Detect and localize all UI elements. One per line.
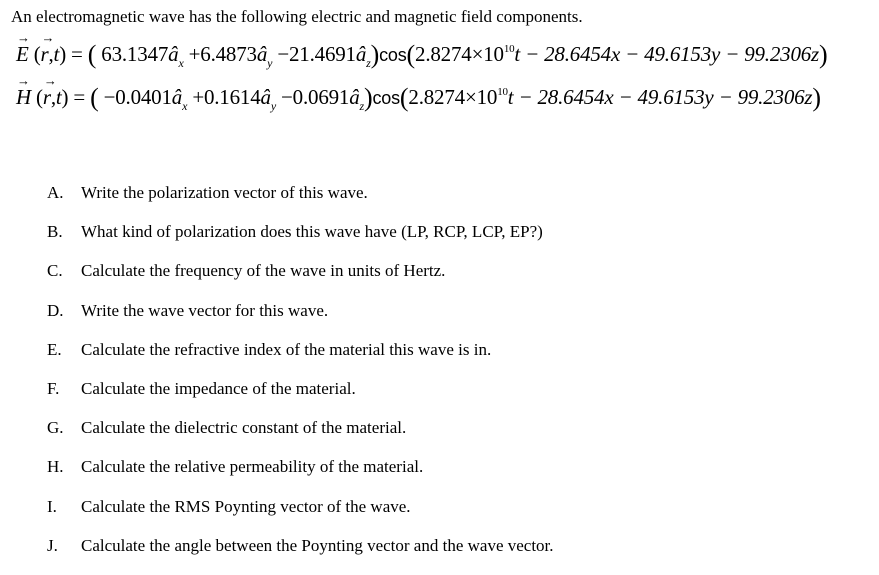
question-text: Write the wave vector for this wave. xyxy=(81,300,329,320)
problem-intro: An electromagnetic wave has the following electric and magnetic field components. xyxy=(11,7,583,26)
question-letter: D. xyxy=(47,300,64,320)
question-item xyxy=(47,261,554,300)
question-letter: F. xyxy=(47,378,60,398)
e-args: (→ r,t) xyxy=(34,42,66,66)
magnetic-field-symbol: → H xyxy=(16,85,31,110)
e-ax: 63.1347 xyxy=(101,42,169,66)
question-text: What kind of polarization does this wave have (LP, RCP, LCP, EP?) xyxy=(81,222,543,242)
question-letter: C. xyxy=(47,261,63,281)
question-item xyxy=(47,457,554,496)
question-text: Calculate the frequency of the wave in units of Hertz. xyxy=(81,261,446,281)
h-args: (→ r,t) xyxy=(36,85,68,109)
h-az: −0.0691 xyxy=(281,85,350,109)
e-phase-rest: t − 28.6454x − 49.6153y − 99.2306z xyxy=(514,42,820,66)
e-phase-exp: 10 xyxy=(503,43,515,55)
e-ay: +6.4873 xyxy=(188,42,257,66)
e-phase: 2.8274×10 xyxy=(415,42,504,66)
question-item xyxy=(47,536,554,575)
electric-field-equation: → E (→ r,t) = ( $63.1347â_x$ $+6.4873â_y$ $-21.4691â_z)\cos(2.8274\times 10^{10}t - 28.6454x - 49.6153y - 99.2306z)$ xyxy=(16,38,828,68)
question-item xyxy=(47,183,554,222)
question-text: Calculate the dielectric constant of the material. xyxy=(81,418,407,438)
h-ax: −0.0401 xyxy=(103,85,172,109)
e-az: −21.4691 xyxy=(277,42,356,66)
question-text: Calculate the relative permeability of the material. xyxy=(81,457,424,477)
question-text: Calculate the RMS Poynting vector of the wave. xyxy=(81,496,411,516)
h-phase-exp: 10 xyxy=(497,86,508,98)
question-item xyxy=(47,222,554,261)
question-text: Write the polarization vector of this wave. xyxy=(81,183,368,202)
electric-field-symbol: → E xyxy=(16,42,29,67)
magnetic-field-equation: → H (→ r,t) = ( $-0.0401â_x$ $+0.1614â_y$ $-0.0691â_z)\cos(2.8274\times 10^{10}t - 28.6454x - 49.6153y - 99.2306z)$ xyxy=(16,81,821,111)
question-text: Calculate the refractive index of the material this wave is in. xyxy=(81,339,492,359)
question-item xyxy=(47,379,554,418)
question-letter: G. xyxy=(47,418,64,438)
question-letter: B. xyxy=(47,222,63,242)
question-letter: I. xyxy=(47,496,57,516)
question-item xyxy=(47,418,554,457)
question-list xyxy=(47,183,554,575)
question-letter: E. xyxy=(47,339,62,359)
h-phase-rest: t − 28.6454x − 49.6153y − 99.2306z xyxy=(507,85,813,109)
question-letter: H. xyxy=(47,457,64,477)
question-text: Calculate the angle between the Poynting vector and the wave vector. xyxy=(81,535,554,555)
h-ay: +0.1614 xyxy=(192,85,261,109)
question-text: Calculate the impedance of the material. xyxy=(81,378,356,398)
question-item xyxy=(47,340,554,379)
question-letter: J. xyxy=(47,535,58,555)
h-phase: 2.8274×10 xyxy=(408,85,498,109)
question-item xyxy=(47,497,554,536)
question-letter: A. xyxy=(47,183,64,202)
question-item xyxy=(47,301,554,340)
